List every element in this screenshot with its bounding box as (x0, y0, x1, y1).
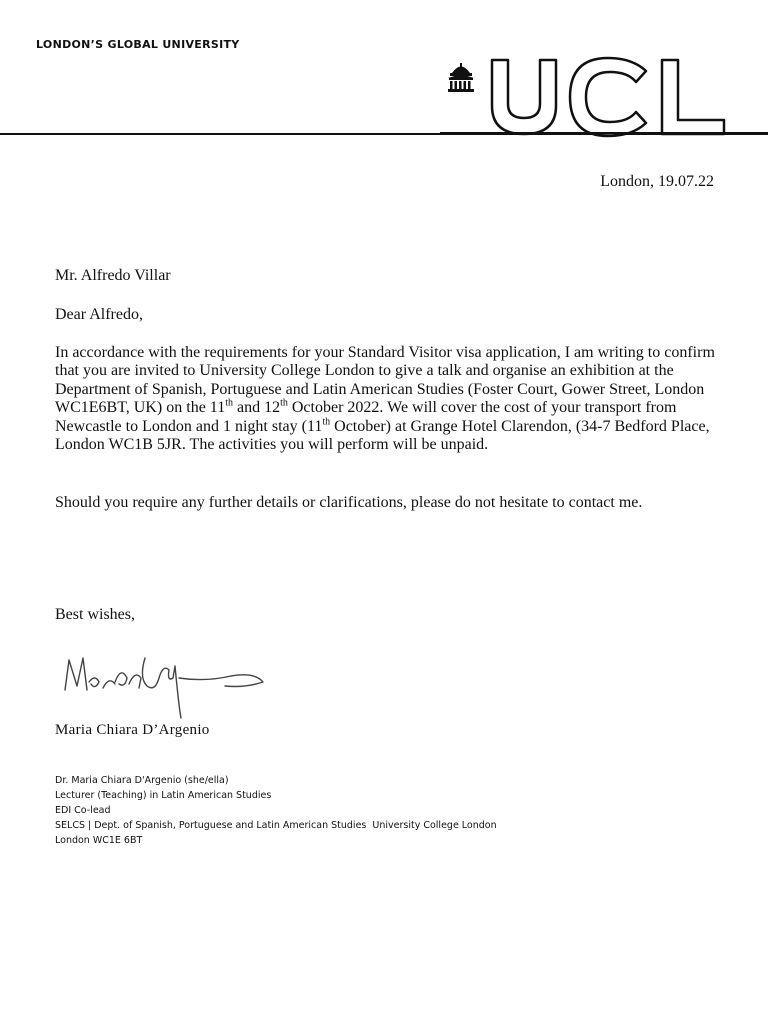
ucl-wordmark (492, 58, 724, 136)
signature-line: London WC1E 6BT (55, 835, 143, 846)
body-text-part: and 12 (232, 399, 281, 417)
body-text-part: In accordance with the requirements for your Standard Visitor visa application, I am writing to confirm that you are invited to University College London to give a talk and organise an exhibition at the Department of Spanish, Portuguese and Latin American Studies (Foster Court, Gower Street, London WC1E6BT, UK) on the 11 (55, 344, 715, 417)
signature-line: SELCS | Dept. of Spanish, Portuguese and Latin American Studies University College London (55, 820, 497, 831)
signature-line: Dr. Maria Chiara D'Argenio (she/ella) (55, 775, 229, 786)
ordinal-suffix: th (225, 397, 233, 409)
signature-graphic (55, 648, 275, 720)
ucl-logo (440, 52, 768, 142)
letter-body (55, 344, 720, 454)
recipient-name: Mr. Alfredo Villar (55, 267, 171, 284)
ucl-logo-graphic (440, 52, 768, 142)
salutation: Dear Alfredo, (55, 306, 143, 323)
letter-date: London, 19.07.22 (600, 173, 714, 190)
university-tagline: LONDON’S GLOBAL UNIVERSITY (36, 38, 240, 51)
signer-name: Maria Chiara D’Argenio (55, 722, 210, 738)
closing-paragraph: Should you require any further details or clarifications, please do not hesitate to contact me. (55, 494, 643, 511)
ordinal-suffix: th (280, 397, 288, 409)
sign-off: Best wishes, (55, 606, 135, 623)
body-text-part: October) at Grange Hotel Clarendon, (34-7 Bedford Place, London WC1B 5JR. The activities you will perform will be unpaid. (55, 417, 710, 454)
ordinal-suffix: th (322, 416, 331, 428)
signature-line: EDI Co-lead (55, 805, 111, 816)
portico-icon (448, 63, 474, 92)
signature-line: Lecturer (Teaching) in Latin American Studies (55, 790, 272, 801)
body-text-part: October 2022. We will cover the cost of your transport from Newcastle to London and 1 night stay (11 (55, 399, 677, 435)
signature-block (55, 773, 497, 848)
handwritten-signature (55, 648, 275, 720)
